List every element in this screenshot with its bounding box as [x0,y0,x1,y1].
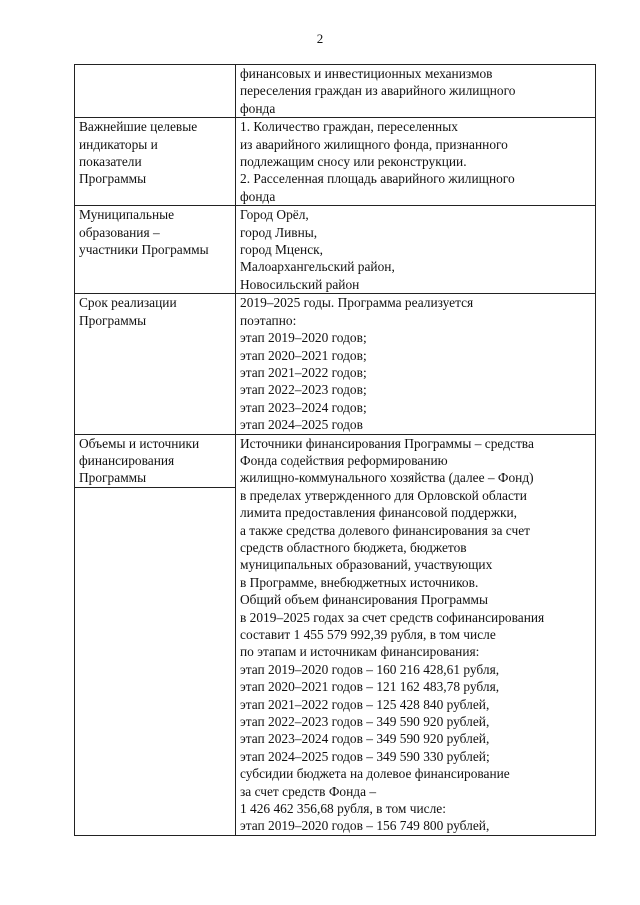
row-value-line: Новосильский район [240,276,360,292]
passport-row [75,294,596,434]
row-label-line: Программы [79,470,147,486]
row-value-line: 1 426 462 356,68 рубля, в том числе: [240,801,446,817]
row-value-line: город Мценск, [240,242,323,258]
row-value-cell [236,118,596,206]
row-value-line: этап 2020–2021 годов; [240,347,367,363]
row-value-line: этап 2022–2023 годов; [240,382,367,398]
row-value-line: Малоархангельский район, [240,259,395,275]
row-value-line: в 2019–2025 годах за счет средств софинансирования [240,609,545,625]
row-value-line: финансовых и инвестиционных механизмов [240,66,493,81]
row-value-line: жилищно-коммунального хозяйства (далее – Фонд) [240,470,534,486]
row-value-line: этап 2020–2021 годов – 121 162 483,78 рубля, [240,679,500,695]
row-value-line: этап 2024–2025 годов – 349 590 330 рублей; [240,748,490,764]
row-value-line: этап 2022–2023 годов – 349 590 920 рублей, [240,714,490,730]
row-value-line: Город Орёл, [240,207,309,223]
row-value-line: а также средства долевого финансирования за счет [240,522,530,538]
row-value-line: этап 2019–2020 годов – 156 749 800 рублей, [240,818,490,834]
row-label-cell [75,434,236,835]
row-label-line: Муниципальные [79,207,175,223]
row-value-line: этап 2021–2022 годов; [240,364,367,380]
row-value-line: этап 2023–2024 годов – 349 590 920 рублей, [240,731,490,747]
row-value-line: этап 2019–2020 годов; [240,330,367,346]
row-value-line: средств областного бюджета, бюджетов [240,539,467,555]
page-number: 2 [316,31,324,46]
row-value-line: фонда [240,188,276,204]
row-value-line: этап 2024–2025 годов [240,417,363,433]
row-value-line: лимита предоставления финансовой поддержки, [240,505,517,521]
passport-row [75,206,596,294]
row-value-line: этап 2021–2022 годов – 125 428 840 рублей, [240,696,490,712]
row-label-line: показатели [79,154,142,170]
row-value-line: в пределах утвержденного для Орловской области [240,487,527,503]
row-label-cell [75,206,236,294]
row-value-line: 2019–2025 годы. Программа реализуется [240,295,474,311]
row-value-line: фонда [240,100,276,116]
row-label-line: образования – [79,224,160,240]
passport-table-body [75,65,596,836]
row-value-line: 2. Расселенная площадь аварийного жилищного [240,171,515,187]
row-value-line: Источники финансирования Программы – средства [240,435,534,451]
row-value-line: город Ливны, [240,224,318,240]
row-label-line: Программы [79,312,147,328]
row-label-cell [75,118,236,206]
program-passport-table [74,64,596,836]
row-value-cell [236,294,596,434]
row-label-line: финансирования [79,452,175,468]
row-value-line: из аварийного жилищного фонда, признанного [240,136,508,152]
row-label-block [75,435,235,488]
row-value-cell [236,206,596,294]
row-label-line: Срок реализации [79,295,177,311]
row-value-line: в Программе, внебюджетных источников. [240,574,479,590]
row-label-line: Программы [79,171,147,187]
row-value-line: поэтапно: [240,312,297,328]
passport-row [75,434,596,835]
row-value-line: подлежащим сносу или реконструкции. [240,154,467,170]
row-value-cell [236,434,596,835]
row-value-line: Фонда содействия реформированию [240,452,448,468]
row-label-line: участники Программы [79,242,209,258]
row-value-line: по этапам и источникам финансирования: [240,644,480,660]
row-label-line: Важнейшие целевые [79,119,198,135]
row-label-line: Объемы и источники [79,435,200,451]
row-value-line: переселения граждан из аварийного жилищного [240,83,516,99]
row-value-line: субсидии бюджета на долевое финансирование [240,766,510,782]
row-value-line: этап 2019–2020 годов – 160 216 428,61 рубля, [240,661,500,677]
row-value-line: 1. Количество граждан, переселенных [240,119,458,135]
row-label-line: индикаторы и [79,136,158,152]
row-label-cell [75,294,236,434]
row-value-line: муниципальных образований, участвующих [240,557,493,573]
row-value-cell [236,65,596,118]
passport-row [75,118,596,206]
row-value-line: составит 1 455 579 992,39 рубля, в том числе [240,627,496,642]
row-value-line: этап 2023–2024 годов; [240,399,367,415]
passport-row [75,65,596,118]
row-label-cell [75,65,236,118]
row-value-line: Общий объем финансирования Программы [240,592,489,608]
row-value-line: за счет средств Фонда – [240,783,377,799]
